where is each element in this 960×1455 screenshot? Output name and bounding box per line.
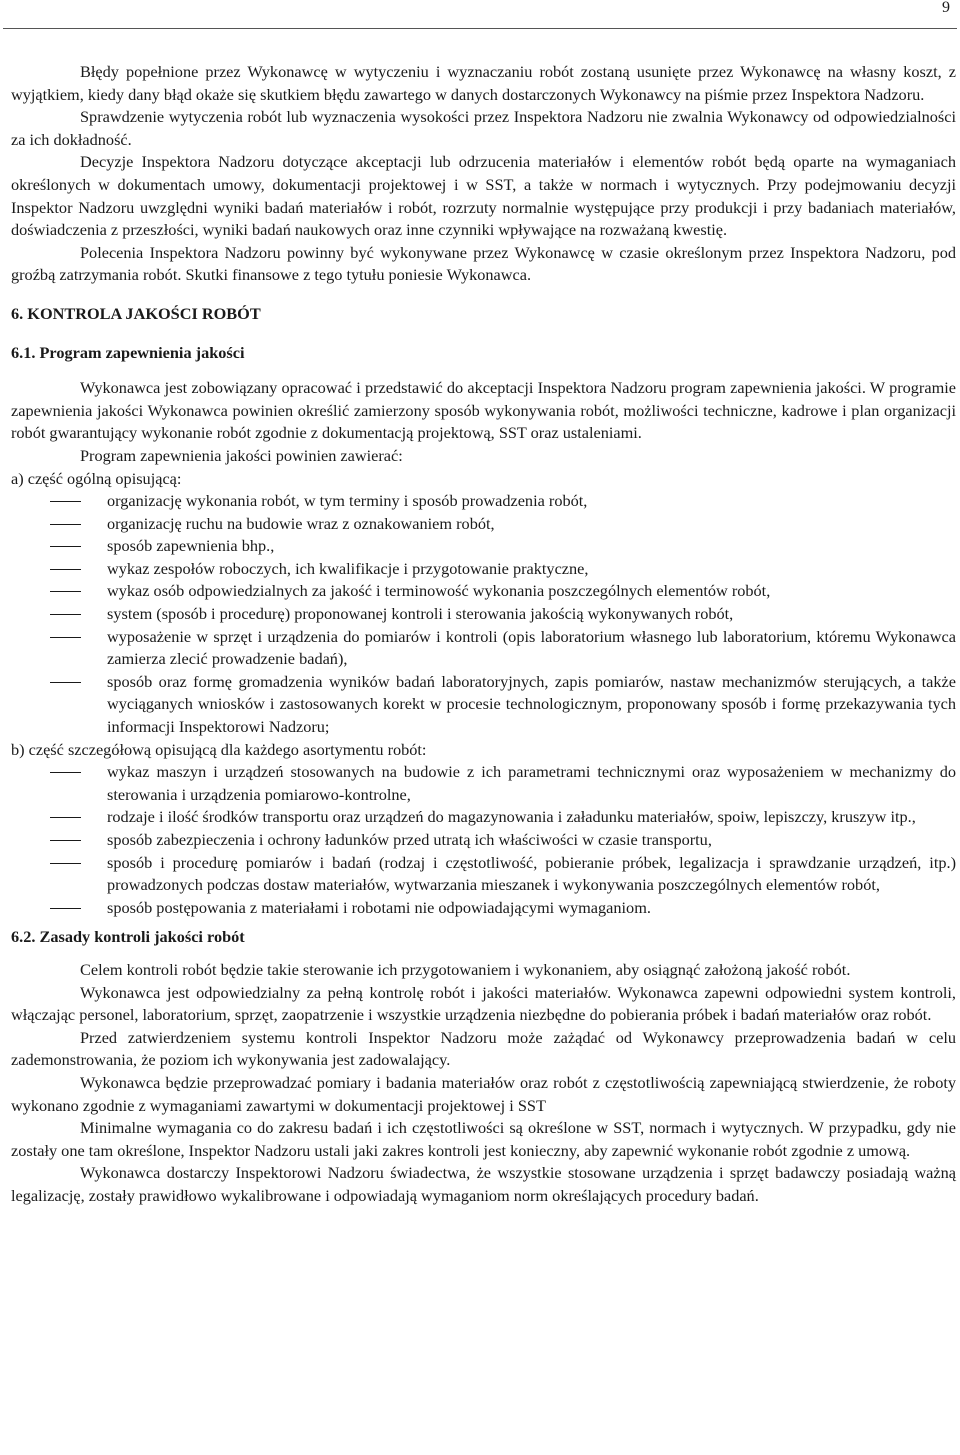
dash-list-detailed	[11, 761, 956, 919]
list-item: sposób postępowania z materiałami i robotami nie odpowiadającymi wymaganiom.	[107, 897, 956, 920]
paragraph: Celem kontroli robót będzie takie sterowanie ich przygotowaniem i wykonaniem, aby osiągnąć założoną jakość robót.	[80, 959, 851, 979]
document-body	[11, 61, 956, 1208]
paragraph: Błędy popełnione przez Wykonawcę w wytyczeniu i wyznaczaniu robót zostaną usunięte przez Wykonawcę na własny koszt, z wyjątkiem, kiedy dany błąd okaże się skutkiem błędu zawartego w danych dostarczonych Wykonawcy na piśmie przez Inspektora Nadzoru.	[11, 62, 956, 104]
subsection-heading: 6.1. Program zapewnienia jakości	[11, 342, 245, 362]
list-item: sposób oraz formę gromadzenia wyników badań laboratoryjnych, zapis pomiarów, nastaw mechanizmów sterujących, a także wyciąganych wniosków i zastosowanych korekt w procesie technologicznym, proponowany sposób i formę przekazywania tych informacji Inspektorowi Nadzoru;	[107, 671, 956, 739]
list-item: sposób i procedurę pomiarów i badań (rodzaj i częstotliwość, pobieranie próbek, legalizacja i sprawdzanie urządzeń, itp.) prowadzonych podczas dostaw materiałów, wytwarzania mieszanek i wykonywania poszczególnych elementów robót,	[107, 852, 956, 897]
list-label: b) część szczegółową opisującą dla każdego asortymentu robót:	[11, 739, 427, 759]
paragraph: Wykonawca jest odpowiedzialny za pełną kontrolę robót i jakości materiałów. Wykonawca zapewni odpowiedni system kontroli, włączając personel, laboratorium, sprzęt, zaopatrzenie i wszystkie urządzenia niezbędne do pobierania próbek i badań materiałów oraz robót.	[11, 982, 956, 1025]
paragraph: Wykonawca jest zobowiązany opracować i przedstawić do akceptacji Inspektora Nadzoru program zapewnienia jakości. W programie zapewnienia jakości Wykonawca powinien określić zamierzony sposób wykonywania robót, możliwości techniczne, kadrowe i plan organizacji robót gwarantujący wykonanie robót zgodnie z dokumentacją projektową, SST oraz ustaleniami.	[11, 378, 956, 443]
list-item: wykaz osób odpowiedzialnych za jakość i terminowość wykonania poszczególnych elementów robót,	[107, 580, 956, 603]
page-number: 9	[942, 0, 950, 16]
paragraph: Minimalne wymagania co do zakresu badań i ich częstotliwości są określone w SST, normach i wytycznych. W przypadku, gdy nie zostały one tam określone, Inspektor Nadzoru ustali jaki zakres kontroli jest konieczny, aby zapewnić wykonanie robót zgodnie z umową.	[11, 1118, 956, 1160]
subsection-heading: 6.2. Zasady kontroli jakości robót	[11, 927, 245, 947]
list-item: system (sposób i procedurę) proponowanej kontroli i sterowania jakością wykonywanych robót,	[107, 603, 956, 626]
list-item: wykaz maszyn i urządzeń stosowanych na budowie z ich parametrami technicznymi oraz wyposażeniem w mechanizmy do sterowania i urządzenia pomiarowo-kontrolne,	[107, 761, 956, 806]
list-item: sposób zabezpieczenia i ochrony ładunków przed utratą ich właściwości w czasie transportu,	[107, 829, 956, 852]
header-rule	[3, 28, 957, 29]
list-item: wyposażenie w sprzęt i urządzenia do pomiarów i kontroli (opis laboratorium własnego lub laboratorium, któremu Wykonawca zamierza zlecić prowadzenie badań),	[107, 626, 956, 671]
paragraph: Program zapewnienia jakości powinien zawierać:	[80, 445, 403, 465]
paragraph: Polecenia Inspektora Nadzoru powinny być wykonywane przez Wykonawcę w czasie określonym przez Inspektora Nadzoru, pod groźbą zatrzymania robót. Skutki finansowe z tego tytułu poniesie Wykonawca.	[11, 242, 956, 285]
list-item: organizację ruchu na budowie wraz z oznakowaniem robót,	[107, 513, 956, 536]
section-heading: 6. KONTROLA JAKOŚCI ROBÓT	[11, 303, 261, 323]
list-item: organizację wykonania robót, w tym terminy i sposób prowadzenia robót,	[107, 490, 956, 513]
dash-list-general	[11, 490, 956, 739]
paragraph: Wykonawca dostarczy Inspektorowi Nadzoru świadectwa, że wszystkie stosowane urządzenia i sprzęt badawczy posiadają ważną legalizację, zostały prawidłowo wykalibrowane i odpowiadają wymaganiom norm określających procedury badań.	[11, 1163, 956, 1205]
paragraph: Wykonawca będzie przeprowadzać pomiary i badania materiałów oraz robót z częstotliwością zapewniającą stwierdzenie, że roboty wykonano zgodnie z wymaganiami zawartymi w dokumentacji projektowej i SST	[11, 1072, 956, 1115]
paragraph: Sprawdzenie wytyczenia robót lub wyznaczenia wysokości przez Inspektora Nadzoru nie zwalnia Wykonawcy od odpowiedzialności za ich dokładność.	[11, 107, 956, 149]
list-item: rodzaje i ilość środków transportu oraz urządzeń do magazynowania i załadunku materiałów, spoiw, lepiszczy, kruszyw itp.,	[107, 806, 956, 829]
paragraph: Decyzje Inspektora Nadzoru dotyczące akceptacji lub odrzucenia materiałów i elementów robót będą oparte na wymaganiach określonych w dokumentach umowy, dokumentacji projektowej i w SST, a także w normach i wytycznych. Przy podejmowaniu decyzji Inspektor Nadzoru uwzględni wyniki badań materiałów i robót, rozrzuty normalnie występujące przy produkcji i przy badaniach materiałów, doświadczenia z przeszłości, wyniki badań naukowych oraz inne czynniki wpływające na rozważaną kwestię.	[11, 152, 956, 240]
list-label: a) część ogólną opisującą:	[11, 468, 182, 488]
list-item: wykaz zespołów roboczych, ich kwalifikacje i przygotowanie praktyczne,	[107, 558, 956, 581]
list-item: sposób zapewnienia bhp.,	[107, 535, 956, 558]
paragraph: Przed zatwierdzeniem systemu kontroli Inspektor Nadzoru może zażądać od Wykonawcy przeprowadzenia badań w celu zademonstrowania, że poziom ich wykonywania jest zadowalający.	[11, 1027, 956, 1070]
